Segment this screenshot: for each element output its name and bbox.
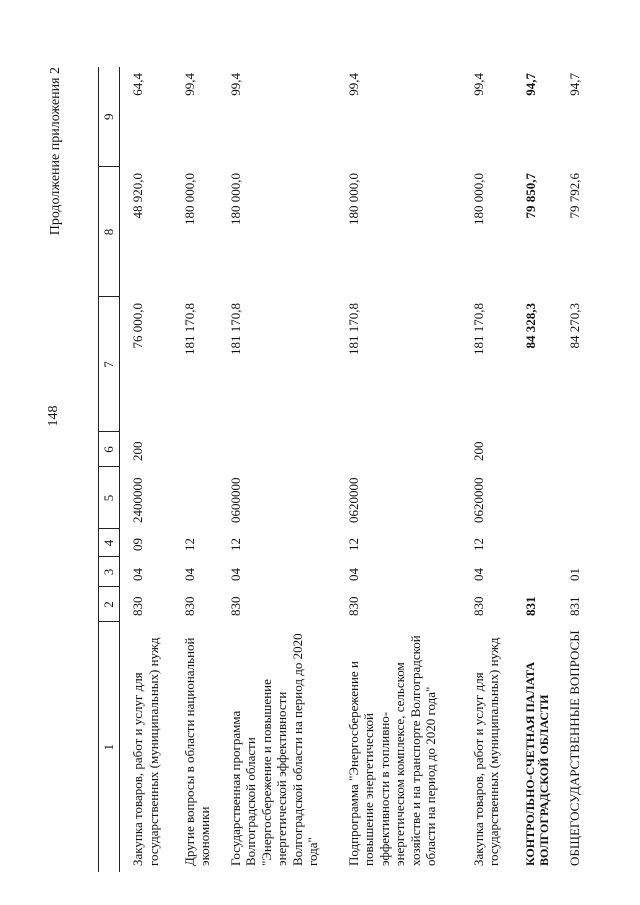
cell-planned: 181 170,8 <box>227 303 243 355</box>
cell-planned: 84 270,3 <box>566 303 582 349</box>
table-row <box>120 67 178 872</box>
column-header: 2 <box>99 587 120 622</box>
cell-percent: 99,4 <box>181 73 197 96</box>
cell-percent: 94,7 <box>522 73 538 96</box>
cell-admin-code: 830 <box>181 596 197 616</box>
cell-section: 01 <box>566 568 582 581</box>
cell-section: 04 <box>345 568 361 581</box>
cell-planned: 181 170,8 <box>345 303 361 355</box>
column-header: 3 <box>99 557 120 587</box>
cell-admin-code: 830 <box>130 596 145 616</box>
table-row <box>563 67 593 872</box>
cell-percent: 94,7 <box>566 73 582 96</box>
row-name: Государственная программа Волгоградской области "Энергосбережение и повышение энергетической эффективности Волгоградской области на период до 2020 года" <box>227 633 321 866</box>
page-number: 148 <box>46 405 61 427</box>
cell-target-article: 2400000 <box>130 477 145 523</box>
column-header: 7 <box>99 297 120 432</box>
continuation-label: Продолжение приложения 2 <box>48 67 63 236</box>
table-row <box>342 67 467 872</box>
cell-actual: 180 000,0 <box>227 173 243 225</box>
cell-subsection <box>519 529 563 557</box>
cell-expense-type <box>224 432 342 467</box>
cell-subsection: 12 <box>345 538 361 551</box>
cell-planned: 76 000,0 <box>130 303 145 349</box>
cell-subsection: 12 <box>227 538 243 551</box>
cell-admin-code: 831 <box>522 596 538 616</box>
column-header: 4 <box>99 529 120 557</box>
cell-percent: 64,4 <box>130 73 145 96</box>
cell-subsection: 12 <box>181 538 197 551</box>
cell-actual: 48 920,0 <box>130 173 145 219</box>
table-row <box>178 67 224 872</box>
row-name: Подпрограмма "Энергосбережение и повышение энергетической эффективности в топливно-энергетическом комплексе, сельском хозяйстве и на транспорте Волгоградской области на период до 2020 года" <box>345 635 439 866</box>
budget-table <box>98 67 593 872</box>
column-header: 1 <box>99 622 120 872</box>
cell-actual: 180 000,0 <box>345 173 361 225</box>
cell-planned: 181 170,8 <box>470 303 486 355</box>
row-name: Закупка товаров, работ и услуг для государственных (муниципальных) нужд <box>130 637 161 866</box>
cell-actual: 79 792,6 <box>566 173 582 219</box>
cell-section: 04 <box>470 568 486 581</box>
cell-percent: 99,4 <box>227 73 243 96</box>
cell-expense-type: 200 <box>130 441 145 461</box>
cell-subsection <box>563 529 593 557</box>
cell-target-article <box>563 467 593 529</box>
cell-admin-code: 831 <box>566 596 582 616</box>
cell-target-article: 0600000 <box>227 477 243 523</box>
cell-percent: 99,4 <box>470 73 486 96</box>
column-header: 8 <box>99 167 120 297</box>
cell-target-article: 0620000 <box>345 477 361 523</box>
row-name: Другие вопросы в области национальной экономики <box>181 637 213 866</box>
row-name: КОНТРОЛЬНО-СЧЕТНАЯ ПАЛАТА ВОЛГОГРАДСКОЙ ОБЛАСТИ <box>522 661 551 866</box>
row-name: ОБЩЕГОСУДАРСТВЕННЫЕ ВОПРОСЫ <box>566 630 582 866</box>
cell-section: 04 <box>130 568 145 581</box>
cell-subsection: 12 <box>470 538 486 551</box>
cell-expense-type <box>519 432 563 467</box>
cell-expense-type <box>563 432 593 467</box>
cell-target-article: 0620000 <box>470 477 486 523</box>
cell-actual: 180 000,0 <box>470 173 486 225</box>
cell-section <box>519 557 563 587</box>
cell-expense-type <box>178 432 224 467</box>
table-row <box>224 67 342 872</box>
cell-planned: 84 328,3 <box>522 303 538 349</box>
cell-actual: 79 850,7 <box>522 173 538 219</box>
cell-section: 04 <box>181 568 197 581</box>
row-name: Закупка товаров, работ и услуг для государственных (муниципальных) нужд <box>470 637 502 866</box>
table-row <box>467 67 519 872</box>
cell-admin-code: 830 <box>470 596 486 616</box>
column-header: 6 <box>99 432 120 467</box>
cell-actual: 180 000,0 <box>181 173 197 225</box>
cell-target-article <box>178 467 224 529</box>
cell-subsection: 09 <box>130 538 145 551</box>
column-header: 5 <box>99 467 120 529</box>
cell-admin-code: 830 <box>227 596 243 616</box>
column-header: 9 <box>99 67 120 167</box>
cell-target-article <box>519 467 563 529</box>
table-row <box>519 67 563 872</box>
cell-planned: 181 170,8 <box>181 303 197 355</box>
cell-admin-code: 830 <box>345 596 361 616</box>
cell-section: 04 <box>227 568 243 581</box>
cell-expense-type <box>342 432 467 467</box>
cell-expense-type: 200 <box>470 441 486 461</box>
table-header-row <box>99 67 120 872</box>
cell-percent: 99,4 <box>345 73 361 96</box>
